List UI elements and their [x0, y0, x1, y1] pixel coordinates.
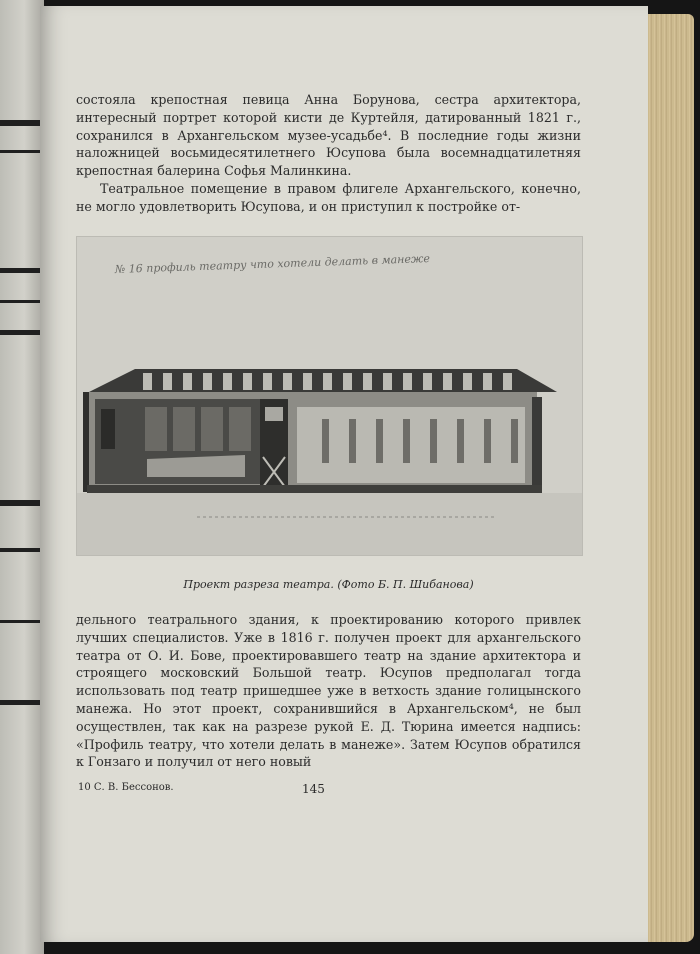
book-page — [40, 6, 648, 942]
page-number: 145 — [302, 782, 325, 796]
top-text — [76, 91, 581, 216]
bottom-text — [76, 611, 581, 771]
drawing-inscription: № 16 профиль театру что хотели делать в манеже — [114, 252, 431, 276]
theatre-section-drawing — [76, 236, 583, 556]
signature-line: 10 С. В. Бессонов. — [78, 782, 174, 793]
figure-caption: Проект разреза театра. (Фото Б. П. Шибанова) — [183, 578, 474, 591]
previous-page-edge — [0, 0, 44, 954]
paragraph-3: дельного театрального здания, к проектированию которого привлек лучших специалистов. Уже в 1816 г. получен проект для архангельского театра от О. И. Бове, проектировавшего театр на здание архитектора и строящего московский Большой театр. Юсупов предполагал тогда использовать под театр пришедшее уже в ветхость здание голицынского манежа. Но этот проект, сохранившийся в Архангельском⁴, не был осуществлен, так как на разрезе рукой Е. Д. Тюрина имеется надпись: «Профиль театру, что хотели делать в манеже». Затем Юсупов обратился к Гонзаго и получил от него новый — [76, 612, 581, 770]
paragraph-1: состояла крепостная певица Анна Борунова, сестра архитектора, интересный портрет которой кисти де Куртейля, датированный 1821 г., сохранился в Архангельском музее-усадьбе⁴. В последние годы жизни наложницей восьмидесятилетнего Юсупова была восемнадцатилетняя крепостная балерина Софья Малинкина. — [76, 92, 581, 179]
paragraph-2: Театральное помещение в правом флигеле Архангельского, конечно, не могло удовлетворить Юсупова, и он приступил к постройке от- — [76, 180, 581, 214]
